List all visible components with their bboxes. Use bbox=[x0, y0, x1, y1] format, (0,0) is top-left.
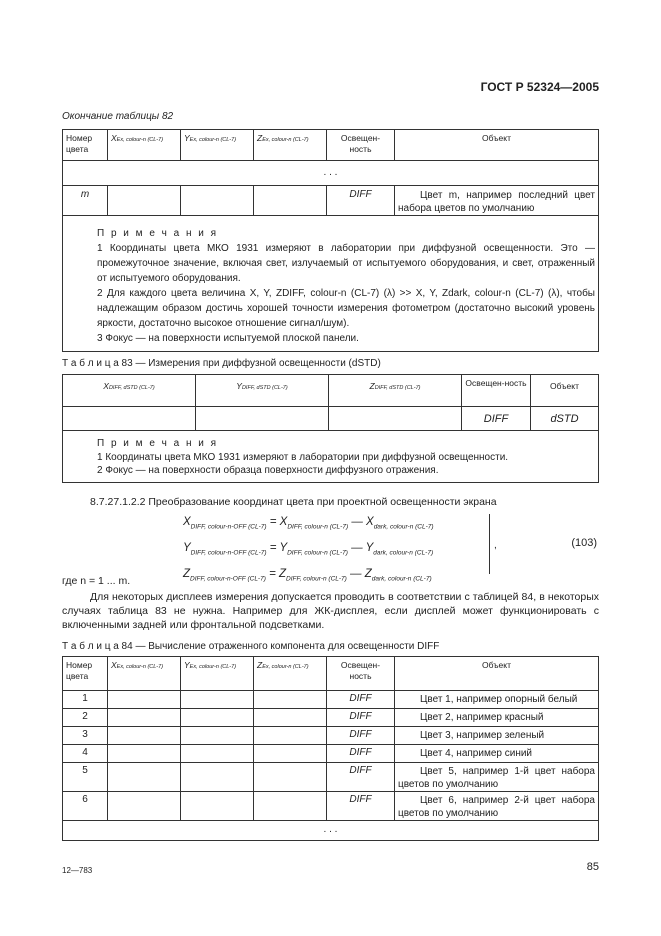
table-row bbox=[63, 745, 599, 763]
header-y-ex: YEx, colour-n (CL-7) bbox=[181, 657, 254, 691]
table-82 bbox=[62, 129, 599, 352]
formula-line-y: $Y_{DIFF, colour-n-OFF (CL-7)} = Y_{DIFF, colour-n (CL-7)}$ — $Y_{dark, colour-n (CL-7)}$ bbox=[183, 541, 434, 557]
header-x-ex: XEx, colour-n (CL-7) bbox=[108, 657, 181, 691]
where-clause: где n = 1 ... m. bbox=[62, 575, 131, 587]
table-row bbox=[63, 407, 599, 431]
formula-line-z: $Z_{DIFF, colour-n-OFF (CL-7)} = Z_{DIFF, colour-n (CL-7)}$ — $Z_{dark, colour-n (CL-7)}$ bbox=[183, 567, 432, 582]
row-color-number: 3 bbox=[63, 727, 108, 745]
header-illuminance: Освещен-ность bbox=[327, 130, 395, 161]
header-object: Объект bbox=[395, 130, 599, 161]
formula-103 bbox=[183, 512, 434, 589]
notes-title: П р и м е ч а н и я bbox=[97, 438, 219, 449]
row-object: Цвет 5, например 1-й цвет набора цветов по умолчанию bbox=[395, 763, 599, 792]
table-83-notes bbox=[63, 431, 599, 483]
document-standard-number: ГОСТ Р 52324—2005 bbox=[480, 80, 599, 94]
formula-brace bbox=[489, 514, 490, 574]
row-illuminance: DIFF bbox=[327, 709, 395, 727]
header-object: Объект bbox=[395, 657, 599, 691]
row-color-number: 6 bbox=[63, 792, 108, 821]
notes-title: П р и м е ч а н и я bbox=[97, 228, 219, 239]
formula-comma: , bbox=[494, 540, 497, 551]
row-color-number: m bbox=[63, 186, 108, 216]
table-82-caption: Окончание таблицы 82 bbox=[62, 111, 174, 122]
note-2: 2 Для каждого цвета величина X, Y, ZDIFF, colour-n (CL-7) (λ) >> X, Y, Zdark, colour-n (CL-7) (λ), чтобы надлежащим образом достичь хорошей точности измерения фотометром (достаточно высокий уровень яркости, достаточно высокое отношение сигнал/шум). bbox=[97, 288, 595, 329]
table-row bbox=[63, 186, 599, 216]
row-object: Цвет 3, например зеленый bbox=[395, 727, 599, 745]
header-color-number: Номер цвета bbox=[63, 130, 108, 161]
header-illuminance: Освещен-ность bbox=[327, 657, 395, 691]
row-illuminance: DIFF bbox=[327, 691, 395, 709]
header-z-ex: ZEx, colour-n (CL-7) bbox=[254, 130, 327, 161]
row-object: Цвет 1, например опорный белый bbox=[395, 691, 599, 709]
row-illuminance: DIFF bbox=[462, 407, 531, 431]
row-color-number: 2 bbox=[63, 709, 108, 727]
header-y-diff: YDIFF, dSTD (CL-7) bbox=[196, 375, 329, 407]
header-y-ex: YEx, colour-n (CL-7) bbox=[181, 130, 254, 161]
row-illuminance: DIFF bbox=[327, 186, 395, 216]
table-83-caption: Т а б л и ц а 83 — Измерения при диффузной освещенности (dSTD) bbox=[62, 358, 381, 369]
table-82-notes bbox=[63, 216, 599, 352]
section-heading: 8.7.27.1.2.2 Преобразование координат цвета при проектной освещенности экрана bbox=[90, 496, 497, 508]
note-3: 3 Фокус — на поверхности испытуемой плоской панели. bbox=[97, 333, 359, 344]
row-illuminance: DIFF bbox=[327, 763, 395, 792]
table-ellipsis-row: . . . bbox=[63, 161, 599, 186]
row-color-number: 4 bbox=[63, 745, 108, 763]
equation-number: (103) bbox=[571, 537, 597, 549]
row-color-number: 5 bbox=[63, 763, 108, 792]
table-row bbox=[63, 727, 599, 745]
row-object: dSTD bbox=[531, 407, 599, 431]
table-84-caption: Т а б л и ц а 84 — Вычисление отраженного компонента для освещенности DIFF bbox=[62, 641, 440, 652]
footer-code: 12—783 bbox=[62, 866, 93, 875]
header-illuminance: Освещен-ность bbox=[462, 375, 531, 407]
row-color-number: 1 bbox=[63, 691, 108, 709]
table-ellipsis-row: . . . bbox=[63, 821, 599, 841]
header-x-diff: XDIFF, dSTD (CL-7) bbox=[63, 375, 196, 407]
row-illuminance: DIFF bbox=[327, 727, 395, 745]
note-1: 1 Координаты цвета МКО 1931 измеряют в лаборатории при диффузной освещенности. Это — промежуточное значение, включая свет, излучаемый от испытуемого оборудования, и свет, отраженный от испытуемого оборудования. bbox=[97, 243, 595, 284]
row-object: Цвет 4, например синий bbox=[395, 745, 599, 763]
table-row bbox=[63, 691, 599, 709]
header-color-number: Номер цвета bbox=[63, 657, 108, 691]
page-number: 85 bbox=[586, 861, 599, 873]
note-2: 2 Фокус — на поверхности образца поверхности диффузного отражения. bbox=[97, 465, 439, 476]
formula-line-x: $X_{DIFF, colour-n-OFF (CL-7)} = X_{DIFF, colour-n (CL-7)}$ — $X_{dark, colour-n (CL-7)}$ bbox=[183, 516, 434, 531]
row-illuminance: DIFF bbox=[327, 792, 395, 821]
row-object: Цвет m, например последний цвет набора цветов по умолчанию bbox=[395, 186, 599, 216]
header-object: Объект bbox=[531, 375, 599, 407]
paragraph: Для некоторых дисплеев измерения допускается проводить в соответствии с таблицей 84, в некоторых случаях таблица 83 не нужна. Например для ЖК-дисплея, если дисплей может функционировать с включенными задней или фронтальной подсветками. bbox=[62, 591, 599, 631]
header-z-diff: ZDIFF, dSTD (CL-7) bbox=[329, 375, 462, 407]
header-z-ex: ZEx, colour-n (CL-7) bbox=[254, 657, 327, 691]
row-object: Цвет 2, например красный bbox=[395, 709, 599, 727]
table-row bbox=[63, 763, 599, 792]
table-row bbox=[63, 792, 599, 821]
table-84 bbox=[62, 656, 599, 841]
note-1: 1 Координаты цвета МКО 1931 измеряют в лаборатории при диффузной освещенности. bbox=[97, 451, 509, 463]
table-83 bbox=[62, 374, 599, 483]
row-illuminance: DIFF bbox=[327, 745, 395, 763]
table-row bbox=[63, 709, 599, 727]
header-x-ex: XEx, colour-n (CL-7) bbox=[108, 130, 181, 161]
row-object: Цвет 6, например 2-й цвет набора цветов по умолчанию bbox=[395, 792, 599, 821]
